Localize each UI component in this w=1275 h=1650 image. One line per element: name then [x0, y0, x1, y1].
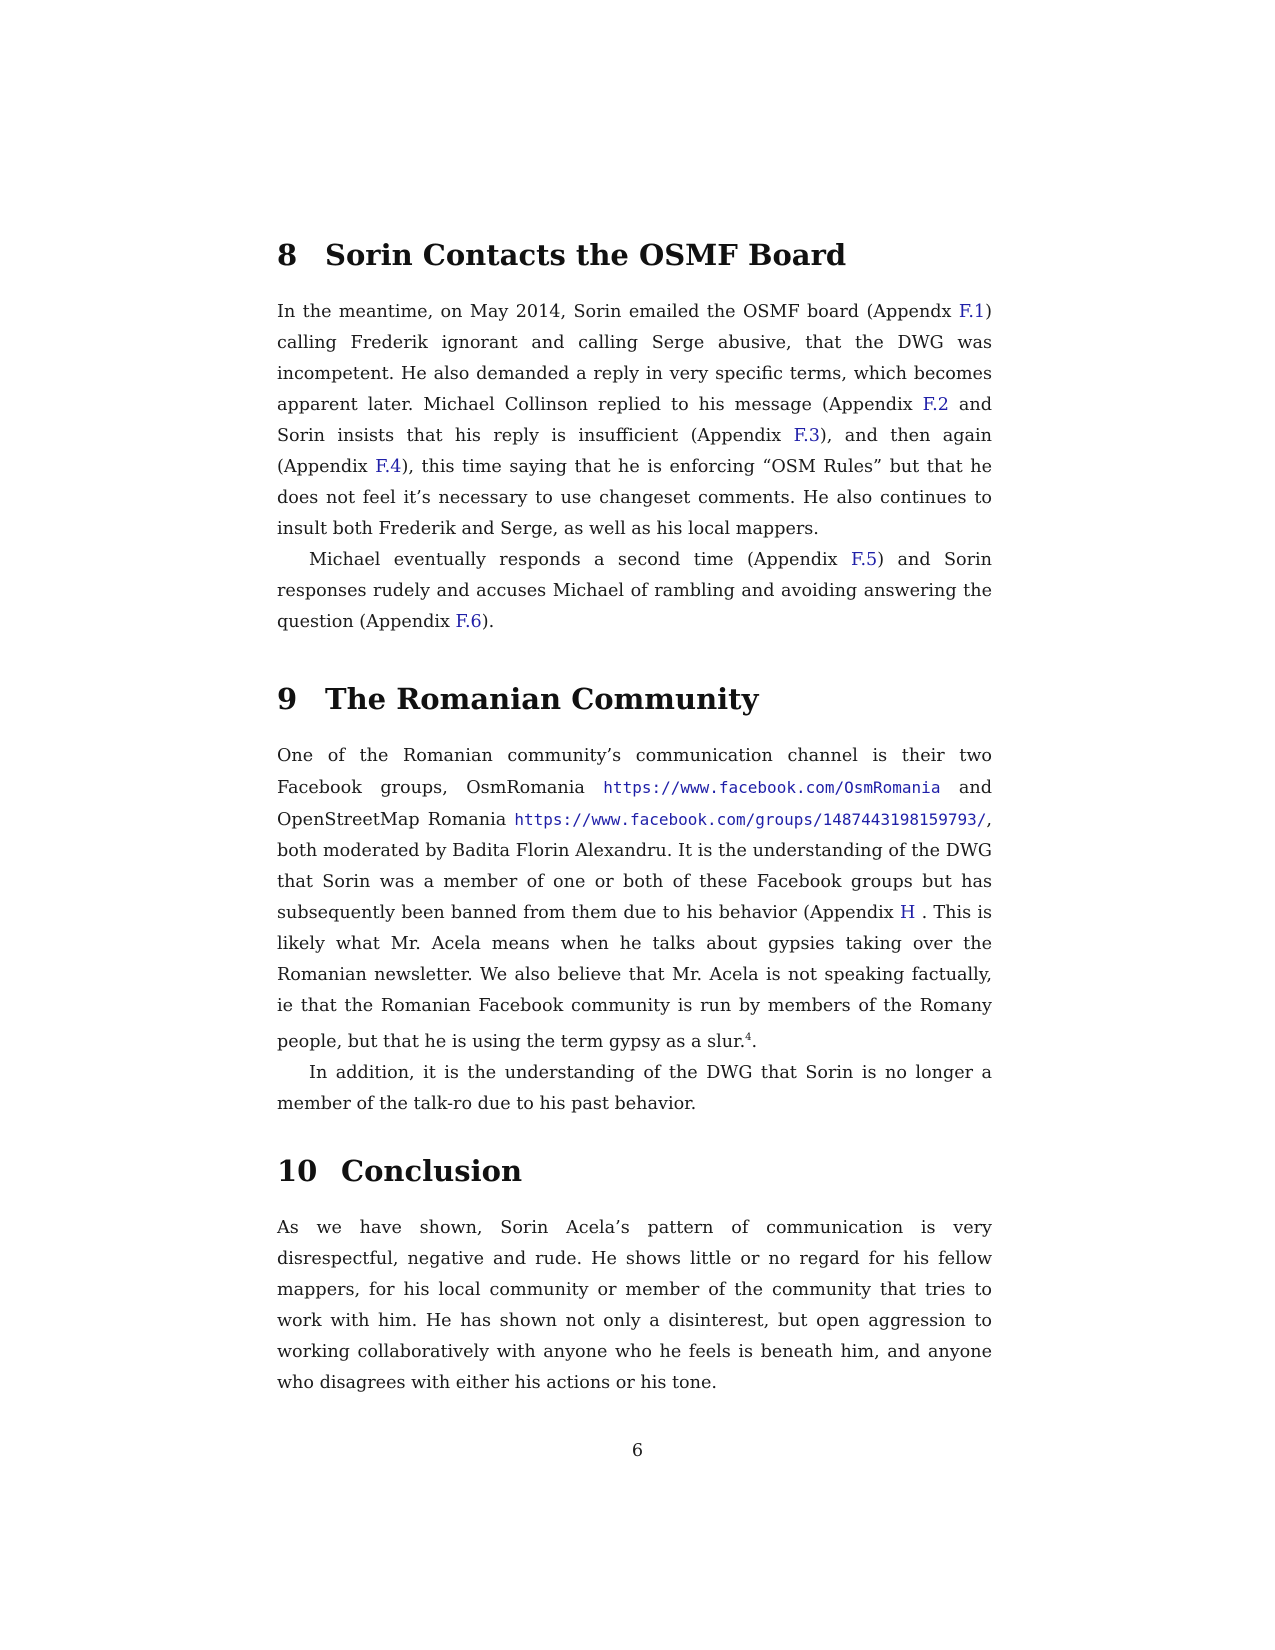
section-number: 10	[277, 1154, 318, 1188]
section-heading	[277, 238, 992, 272]
text-run: .	[751, 1031, 758, 1052]
section-heading	[277, 682, 992, 716]
paragraph	[277, 297, 992, 545]
paragraph	[277, 741, 992, 1058]
page-number: 6	[631, 1441, 644, 1461]
section-title: The Romanian Community	[325, 682, 759, 716]
text-run: ) and Sorin responses rudely and accuses Michael of rambling and avoiding answering the question (Appendix	[277, 550, 993, 632]
appendix-link-f2[interactable]: F.2	[922, 395, 949, 415]
section-8	[277, 238, 992, 638]
section-number: 8	[277, 238, 298, 272]
appendix-link-f4[interactable]: F.4	[375, 457, 402, 477]
appendix-link-h[interactable]: H	[899, 903, 916, 923]
facebook-group-link[interactable]: https://www.facebook.com/groups/1487443198159793/	[514, 810, 987, 829]
section-10	[277, 1154, 992, 1399]
paragraph: As we have shown, Sorin Acela’s pattern of communication is very disrespectful, negative and rude. He shows little or no regard for his fellow mappers, for his local community or member of the community that tries to work with him. He has shown not only a disinterest, but open aggression to working collaboratively with anyone who he feels is beneath him, and anyone who disagrees with either his actions or his tone.	[277, 1218, 992, 1393]
appendix-link-f6[interactable]: F.6	[455, 612, 482, 632]
text-run: ), this time saying that he is enforcing “OSM Rules” but that he does not feel it’s necessary to use changeset comments. He also continues to insult both Frederik and Serge, as well as his local mappers.	[277, 457, 992, 539]
section-title: Conclusion	[341, 1154, 523, 1188]
text-run: ), and then again (Appendix	[277, 426, 992, 477]
text-run: Michael eventually responds a second time (Appendix	[309, 550, 851, 570]
text-run: and OpenStreetMap Romania	[277, 778, 992, 830]
text-run: ) calling Frederik ignorant and calling Serge abusive, that the DWG was incompetent. He also demanded a reply in very specific terms, which becomes apparent later. Michael Collinson replied to his message (Appendix	[277, 302, 992, 415]
appendix-link-f1[interactable]: F.1	[958, 302, 986, 322]
section-heading	[277, 1154, 992, 1188]
footnote-marker[interactable]: 4	[745, 1032, 752, 1043]
facebook-osmromania-link[interactable]: https://www.facebook.com/OsmRomania	[603, 778, 941, 797]
text-run: One of the Romanian community’s communication channel is their two Facebook groups, OsmRomania	[277, 746, 992, 798]
text-run: , both moderated by Badita Florin Alexandru. It is the understanding of the DWG that Sorin was a member of one or both of these Facebook groups but has subsequently been banned from them due to his behavior (Appendix	[277, 810, 992, 923]
appendix-link-f3[interactable]: F.3	[793, 426, 820, 446]
paragraph: In addition, it is the understanding of the DWG that Sorin is no longer a member of the talk-ro due to his past behavior.	[277, 1062, 992, 1114]
text-run: and Sorin insists that his reply is insufficient (Appendix	[277, 395, 992, 446]
text-run: In the meantime, on May 2014, Sorin emailed the OSMF board (Appendx	[277, 302, 959, 322]
section-title: Sorin Contacts the OSMF Board	[325, 238, 847, 272]
appendix-link-f5[interactable]: F.5	[851, 550, 878, 570]
paragraph	[277, 545, 992, 638]
section-9	[277, 682, 992, 1120]
section-number: 9	[277, 682, 298, 716]
text-run: ).	[481, 612, 495, 632]
text-run: . This is likely what Mr. Acela means when he talks about gypsies taking over the Romanian newsletter. We also believe that Mr. Acela is not speaking factually, ie that the Romanian Facebook community is run by members of the Romany people, but that he is using the term gypsy as a slur.	[277, 903, 993, 1052]
